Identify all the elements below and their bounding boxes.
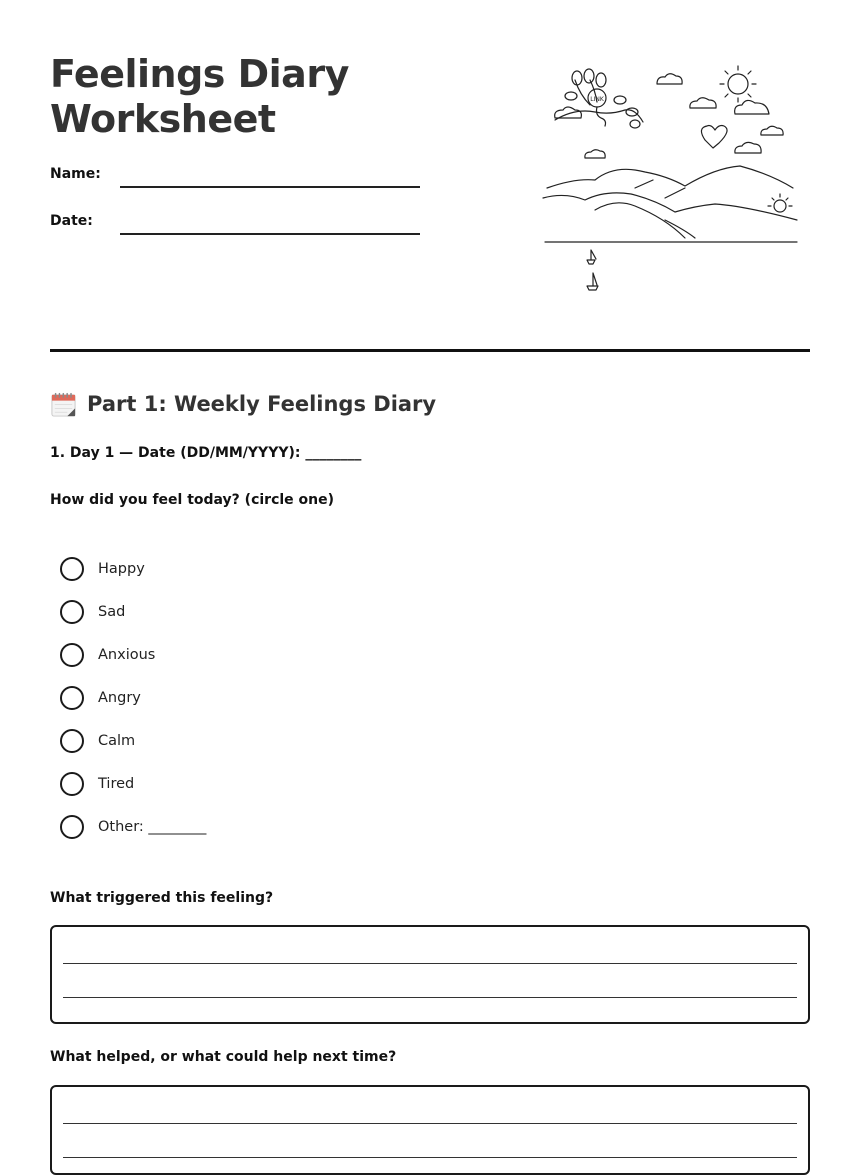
option-label: Calm (98, 733, 136, 749)
branch-with-leaves (555, 69, 643, 128)
part1-heading (50, 388, 436, 420)
option-label: Happy (98, 561, 145, 577)
section-divider (50, 349, 810, 352)
option-circle[interactable] (60, 557, 84, 581)
option-happy[interactable] (60, 556, 145, 582)
clouds (585, 74, 783, 158)
sailboats (587, 250, 598, 290)
trigger-answer-box[interactable] (50, 925, 810, 1024)
option-sad[interactable] (60, 599, 125, 625)
helped-answer-box[interactable] (50, 1085, 810, 1175)
option-circle[interactable] (60, 815, 84, 839)
sun (720, 66, 756, 102)
option-label: Tired (98, 776, 135, 792)
name-label: Name: (50, 166, 101, 182)
answer-line (63, 963, 797, 964)
date-write-line[interactable] (120, 233, 420, 235)
kite-text: LINK (590, 96, 604, 103)
mountains (543, 166, 797, 242)
answer-line (63, 997, 797, 998)
option-circle[interactable] (60, 729, 84, 753)
date-field (50, 213, 420, 237)
option-label: Other: ________ (98, 819, 207, 835)
part1-heading-text: Part 1: Weekly Feelings Diary (87, 392, 437, 416)
answer-line (63, 1123, 797, 1124)
option-label: Sad (98, 604, 126, 620)
name-write-line[interactable] (120, 186, 420, 188)
worksheet-title: Feelings Diary Worksheet (50, 52, 349, 141)
feel-question: How did you feel today? (circle one) (50, 492, 335, 508)
calendar-icon (50, 391, 77, 418)
option-tired[interactable] (60, 771, 134, 797)
landscape-illustration (535, 60, 805, 300)
name-field (50, 166, 420, 190)
option-label: Angry (98, 690, 141, 706)
option-circle[interactable] (60, 600, 84, 624)
option-circle[interactable] (60, 643, 84, 667)
option-circle[interactable] (60, 686, 84, 710)
heart (701, 126, 727, 149)
option-other[interactable] (60, 814, 206, 840)
option-calm[interactable] (60, 728, 135, 754)
option-angry[interactable] (60, 685, 141, 711)
option-label: Anxious (98, 647, 156, 663)
day-date-prompt: 1. Day 1 — Date (DD/MM/YYYY): ________ (50, 445, 362, 461)
helped-question: What helped, or what could help next time? (50, 1049, 397, 1065)
answer-line (63, 1157, 797, 1158)
date-label: Date: (50, 213, 93, 229)
option-anxious[interactable] (60, 642, 155, 668)
option-circle[interactable] (60, 772, 84, 796)
trigger-question: What triggered this feeling? (50, 890, 274, 906)
